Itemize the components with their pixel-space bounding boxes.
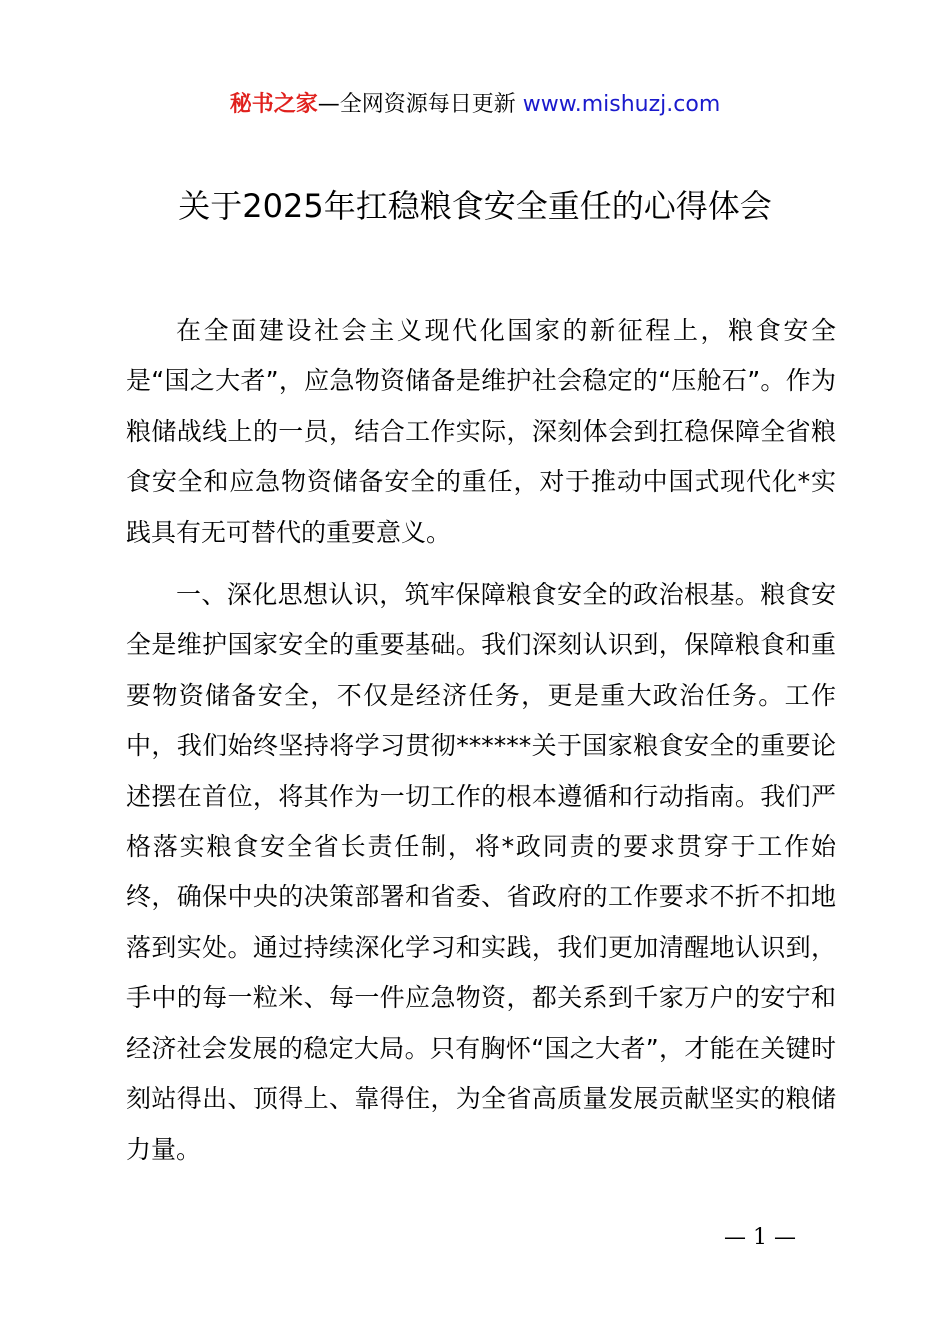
paragraph-intro: 在全面建设社会主义现代化国家的新征程上，粮食安全是“国之大者”，应急物资储备是维护社会稳定的“压舱石”。作为粮储战线上的一员，结合工作实际，深刻体会到扛稳保障全省粮食安全和应急物资储备安全的重任，对于推动中国式现代化*实践具有无可替代的重要意义。 [126, 316, 836, 547]
paragraph-section-1: 一、深化思想认识，筑牢保障粮食安全的政治根基。粮食安全是维护国家安全的重要基础。我们深刻认识到，保障粮食和重要物资储备安全，不仅是经济任务，更是重大政治任务。工作中，我们始终坚持将学习贯彻******关于国家粮食安全的重要论述摆在首位，将其作为一切工作的根本遵循和行动指南。我们严格落实粮食安全省长责任制，将*政同责的要求贯穿于工作始终，确保中央的决策部署和省委、省政府的工作要求不折不扣地落到实处。通过持续深化学习和实践，我们更加清醒地认识到，手中的每一粒米、每一件应急物资，都关系到千家万户的安宁和经济社会发展的稳定大局。只有胸怀“国之大者”，才能在关键时刻站得出、顶得上、靠得住，为全省高质量发展贡献坚实的粮储力量。 [126, 580, 836, 1164]
header-tagline: —全网资源每日更新 [317, 92, 523, 117]
site-link[interactable]: www.mishuzj.com [522, 92, 721, 117]
document-body [126, 306, 836, 1175]
page-number: — 1 — [724, 1225, 796, 1250]
site-header [0, 88, 950, 122]
brand-name: 秘书之家 [229, 92, 318, 117]
document-title: 关于2025年扛稳粮食安全重任的心得体会 [178, 187, 772, 225]
